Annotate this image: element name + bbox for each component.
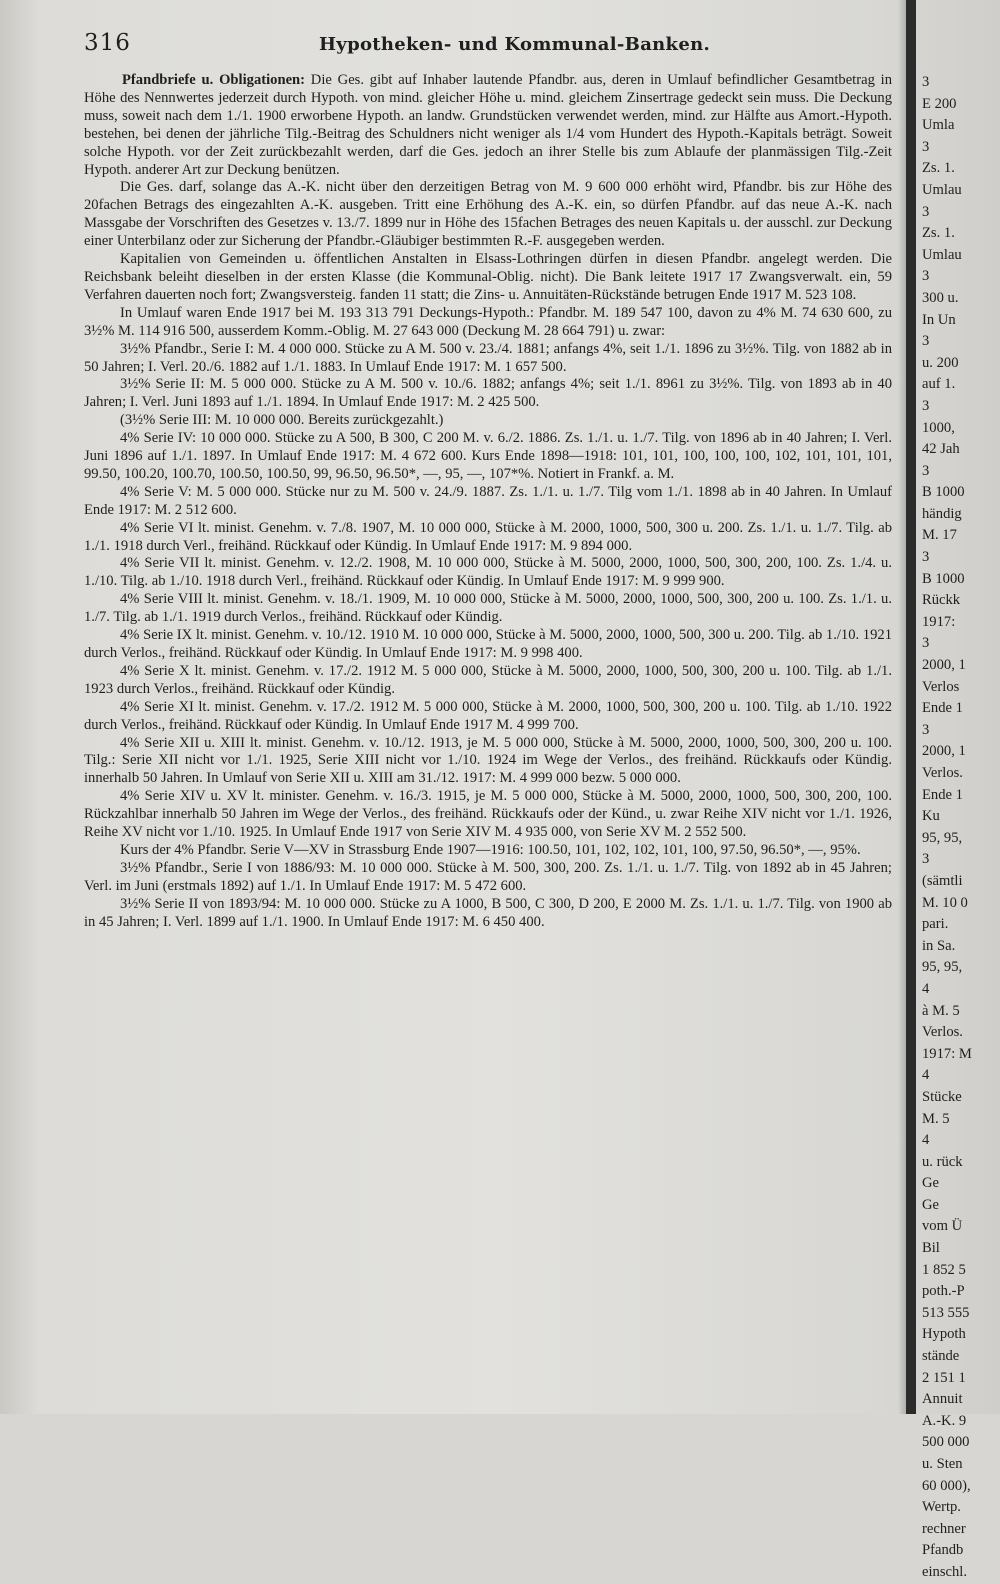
paragraph: 4% Serie XI lt. minist. Genehm. v. 17./2. 1912 M. 5 000 000, Stücke à M. 2000, 1000, 500, 300, 200 u. 100. Tilg. ab 1./10. 1922 durch Verlos., freihänd. Rückkauf oder Kündig. In Umlauf Ende 1917 M. 4 999 700.: [84, 698, 892, 733]
page-number: 316: [84, 30, 131, 56]
fragment-line: 60 000),: [922, 1477, 971, 1494]
fragment-line: 95, 95,: [922, 959, 963, 976]
section-lead: Pfandbriefe u. Obligationen:: [122, 72, 306, 88]
fragment-line: Ge: [922, 1175, 940, 1192]
paragraph: 4% Serie XIV u. XV lt. minister. Genehm. v. 16./3. 1915, je M. 5 000 000, Stücke à M. 5000, 2000, 1000, 500, 300, 200, 100. Rückzahlbar innerhalb 50 Jahren im Wege der Verlos., des freihänd. Rückkaufs oder der Künd., u. zwar Reihe XIV nicht vor 1./1. 1926, Reihe XV nicht vor 1./10. 1925. In Umlauf Ende 1917 von Serie XIV M. 4 935 000, von Serie XV M. 2 552 500.: [84, 788, 892, 841]
fragment-line: 1 852 5: [922, 1261, 966, 1278]
paragraph-intro: [84, 72, 892, 179]
fragment-line: 3: [922, 397, 930, 414]
book-gutter: [906, 0, 916, 1414]
fragment-line: in Sa.: [922, 937, 956, 954]
fragment-line: E 200: [922, 95, 957, 112]
paragraph: Kapitalien von Gemeinden u. öffentlichen Anstalten in Elsass-Lothringen dürfen in diesen Pfandbr. angelegt werden. Die Reichsbank beleiht dieselben in der ersten Klasse (die Kommunal-Oblig. nicht). Die Bank leitete 1917 17 Zwangsverwalt. ein, 59 Verfahren dauerten noch fort; Zwangsversteig. fanden 11 statt; die Zins- u. Annuitäten-Rückstände betrugen Ende 1917 M. 523 108.: [84, 251, 892, 303]
fragment-line: 513 555: [922, 1304, 970, 1321]
fragment-line: 3: [922, 138, 930, 155]
paragraph: 4% Serie VI lt. minist. Genehm. v. 7./8. 1907, M. 10 000 000, Stücke à M. 2000, 1000, 500, 300 u. 200. Zs. 1./1. u. 1./7. Tilg. ab 1./1. 1918 durch Verl., freihänd. Rückkauf oder Kündig. In Umlauf Ende 1917: M. 9 894 000.: [84, 519, 892, 554]
fragment-line: A.-K. 9: [922, 1412, 967, 1429]
fragment-line: B 1000: [922, 484, 965, 501]
running-title: Hypotheken- und Kommunal-Banken.: [319, 34, 711, 55]
paragraph: 3½% Serie II von 1893/94: M. 10 000 000. Stücke zu A 1000, B 500, C 300, D 200, E 2000 M. Zs. 1./1. u. 1./7. Tilg. von 1900 ab in 45 Jahren; I. Verl. 1899 auf 1./1. 1900. In Umlauf Ende 1917: M. 6 450 400.: [84, 895, 892, 930]
page-header: [84, 30, 894, 60]
fragment-line: M. 5: [922, 1110, 950, 1127]
fragment-line: Ende 1: [922, 700, 963, 717]
fragment-line: Umla: [922, 117, 955, 134]
fragment-line: Hypoth: [922, 1326, 966, 1343]
paragraph: 4% Serie IX lt. minist. Genehm. v. 10./12. 1910 M. 10 000 000, Stücke à M. 5000, 2000, 1000, 500, 300 u. 200. Tilg. ab 1./10. 1921 durch Verlos., freihänd. Rückkauf oder Kündig. In Umlauf Ende 1917: M. 9 998 400.: [84, 627, 892, 661]
fragment-line: 3: [922, 74, 930, 90]
fragment-line: 3: [922, 635, 930, 652]
fragment-line: 1917: M: [922, 1045, 972, 1062]
adjacent-page-fragment: [922, 72, 1000, 1580]
fragment-line: 2000, 1: [922, 743, 966, 760]
paragraph-text: Die Ges. gibt auf Inhaber lautende Pfandbr. aus, deren in Umlauf befindlicher Gesamtbetrag in Höhe des Nennwertes jederzeit durch Hypoth. von mind. gleicher Höhe u. mind. gleichem Zinsertrage gedeckt sein muss. Die Deckung muss, soweit nach dem 1./1. 1900 erworbene Hypoth. an landw. Grundstücken verwendet werden, mind. zur Hälfte aus Amort.-Hypoth. bestehen, bei denen der jährliche Tilg.-Beitrag des Schuldners nicht weniger als 1/4 vom Hundert des Hypoth.-Kapitals beträgt. Soweit solche Hypoth. vor der Zeit zurückbezahlt werden, darf die Ges. jedoch an ihrer Stelle bis zum Ablaufe der planmässigen Tilg.-Zeit Hypoth. anderer Art zur Deckung benützen.: [84, 72, 892, 178]
fragment-line: auf 1.: [922, 376, 956, 393]
fragment-line: 3: [922, 268, 930, 285]
fragment-line: 4: [922, 980, 930, 997]
fragment-line: Zs. 1.: [922, 225, 955, 242]
fragment-line: u. Sten: [922, 1456, 963, 1472]
fragment-line: Zs. 1.: [922, 160, 955, 177]
fragment-line: 4: [922, 1067, 930, 1084]
fragment-line: 3: [922, 549, 930, 566]
fragment-line: Annuit: [922, 1391, 963, 1408]
fragment-line: Umlau: [922, 181, 962, 198]
fragment-line: händig: [922, 505, 962, 522]
fragment-line: einschl.: [922, 1563, 967, 1580]
fragment-line: Stücke: [922, 1088, 962, 1105]
fragment-line: 2000, 1: [922, 657, 966, 674]
fragment-line: Wertp.: [922, 1499, 961, 1516]
paragraph: (3½% Serie III: M. 10 000 000. Bereits zurückgezahlt.): [120, 412, 444, 429]
paragraph: 3½% Pfandbr., Serie I: M. 4 000 000. Stücke zu A M. 500 v. 23./4. 1881; anfangs 4%, seit 1./1. 1896 zu 3½%. Tilg. von 1882 ab in 50 Jahren; I. Verl. 20./6. 1882 auf 1./1. 1883. In Umlauf Ende 1917: M. 1 657 500.: [84, 340, 892, 375]
fragment-line: vom Ü: [922, 1218, 963, 1235]
fragment-line: Pfandb: [922, 1542, 964, 1559]
fragment-line: In Un: [922, 311, 956, 328]
fragment-line: à M. 5: [922, 1002, 960, 1019]
fragment-line: 3: [922, 462, 930, 479]
fragment-line: u. 200: [922, 354, 959, 371]
paragraph: 3½% Serie II: M. 5 000 000. Stücke zu A M. 500 v. 10./6. 1882; anfangs 4%; seit 1./1. 8961 zu 3½%. Tilg. von 1893 ab in 40 Jahren; I. Verl. Juni 1893 auf 1./1. 1894. In Umlauf Ende 1917: M. 2 425 500.: [84, 376, 892, 411]
fragment-line: Ende 1: [922, 786, 963, 803]
fragment-line: poth.-P: [922, 1283, 965, 1300]
fragment-line: Verlos.: [922, 1024, 963, 1041]
fragment-line: Bil: [922, 1240, 940, 1257]
fragment-line: stände: [922, 1348, 960, 1365]
fragment-line: 95, 95,: [922, 829, 963, 846]
fragment-line: 500 000: [922, 1434, 970, 1451]
fragment-line: M. 10 0: [922, 894, 968, 911]
gutter-shadow: [898, 0, 906, 1414]
fragment-line: 3: [922, 333, 930, 350]
fragment-line: Ku: [922, 808, 940, 825]
fragment-line: Ge: [922, 1196, 940, 1213]
fragment-line: 3: [922, 721, 930, 738]
fragment-line: B 1000: [922, 570, 965, 587]
fragment-line: 42 Jah: [922, 441, 960, 458]
paragraph: 3½% Pfandbr., Serie I von 1886/93: M. 10 000 000. Stücke à M. 500, 300, 200. Zs. 1./1. u. 1./7. Tilg. von 1892 ab in 45 Jahren; Verl. im Juni (erstmals 1892) auf 1./1. In Umlauf Ende 1917: M. 5 472 600.: [84, 859, 892, 894]
fragment-line: 3: [922, 203, 930, 220]
fragment-line: 1917:: [922, 613, 956, 630]
paragraph: In Umlauf waren Ende 1917 bei M. 193 313 791 Deckungs-Hypoth.: Pfandbr. M. 189 547 100, davon zu 4% M. 74 630 600, zu 3½% M. 114 916 500, ausserdem Komm.-Oblig. M. 27 643 000 (Deckung M. 28 664 791) u. zwar:: [84, 304, 892, 339]
fragment-line: Verlos.: [922, 765, 963, 781]
paragraph: 4% Serie XII u. XIII lt. minist. Genehm. v. 10./12. 1913, je M. 5 000 000, Stücke à M. 5000, 2000, 1000, 500, 300, 200 u. 100. Tilg.: Serie XII nicht vor 1./1. 1925, Serie XIII nicht vor 1./10. 1924 im Wege der Verlos., des freihänd. Rückkaufs oder Kündig. innerhalb 50 Jahren. In Umlauf von Serie XII u. XIII am 31./12. 1917: M. 4 999 000 bezw. 5 000 000.: [84, 734, 892, 787]
main-text-column: [84, 72, 892, 932]
fragment-line: 4: [922, 1132, 930, 1149]
fragment-line: Rückk: [922, 592, 961, 609]
paragraph: Kurs der 4% Pfandbr. Serie V—XV in Strassburg Ende 1907—1916: 100.50, 101, 102, 102, 101, 100, 97.50, 96.50*, —, 95%.: [120, 841, 861, 858]
paragraph: 4% Serie X lt. minist. Genehm. v. 17./2. 1912 M. 5 000 000, Stücke à M. 5000, 2000, 1000, 500, 300, 200 u. 100. Tilg. ab 1./1. 1923 durch Verlos., freihänd. Rückkauf oder Kündig.: [84, 662, 892, 697]
fragment-line: rechner: [922, 1520, 966, 1537]
paragraph: 4% Serie VIII lt. minist. Genehm. v. 18./1. 1909, M. 10 000 000, Stücke à M. 5000, 2000, 1000, 500, 300, 200 u. 100. Zs. 1./1. u. 1./7. Tilg. ab 1./1. 1919 durch Verlos., freihänd. Rückkauf oder Kündig.: [84, 591, 892, 626]
fragment-line: M. 17: [922, 527, 957, 544]
fragment-line: pari.: [922, 916, 949, 933]
paragraph: 4% Serie VII lt. minist. Genehm. v. 12./2. 1908, M. 10 000 000, Stücke à M. 5000, 2000, 1000, 500, 300, 200, 100. Zs. 1./4. u. 1./10. Tilg. ab 1./10. 1918 durch Verl., freihänd. Rückkauf oder Kündig. In Umlauf Ende 1917: M. 9 999 900.: [84, 555, 892, 590]
fragment-line: 2 151 1: [922, 1369, 966, 1386]
fragment-line: u. rück: [922, 1153, 963, 1170]
paragraph: 4% Serie V: M. 5 000 000. Stücke nur zu M. 500 v. 24./9. 1887. Zs. 1./1. u. 1./7. Tilg vom 1./1. 1898 ab in 40 Jahren. In Umlauf Ende 1917: M. 2 512 600.: [84, 483, 892, 518]
fragment-line: 3: [922, 851, 930, 868]
fragment-line: 1000,: [922, 419, 955, 436]
paragraph: Die Ges. darf, solange das A.-K. nicht über den derzeitigen Betrag von M. 9 600 000 erhöht wird, Pfandbr. bis zur Höhe des 20fachen Betrags des eingezahlten A.-K. ausgeben. Tritt eine Erhöhung des A.-K. ein, so dürfen Pfandbr. auf das neue A.-K. nach Massgabe der Vorschriften des Gesetzes v. 13./7. 1899 nur in Höhe des 15fachen Betrages des neuen Kapitals u. der ausschl. zur Deckung einer Unterbilanz oder zur Sicherung der Pfandbr.-Gläubiger bestimmten R.-F. ausgegeben werden.: [84, 179, 892, 250]
fragment-line: (sämtli: [922, 872, 963, 889]
fragment-line: 300 u.: [922, 289, 959, 306]
fragment-line: Umlau: [922, 246, 962, 263]
fragment-line: Verlos: [922, 678, 960, 695]
paragraph: 4% Serie IV: 10 000 000. Stücke zu A 500, B 300, C 200 M. v. 6./2. 1886. Zs. 1./1. u. 1./7. Tilg. von 1896 ab in 40 Jahren; I. Verl. Juni 1896 auf 1./1. 1897. In Umlauf Ende 1917: M. 4 672 600. Kurs Ende 1898—1918: 101, 101, 100, 100, 100, 102, 101, 101, 101, 99.50, 100.20, 100.70, 100.50, 100.50, 99, 96.50, 96.50*, —, 95, —, 107*%. Notiert in Frankf. a. M.: [84, 430, 892, 482]
